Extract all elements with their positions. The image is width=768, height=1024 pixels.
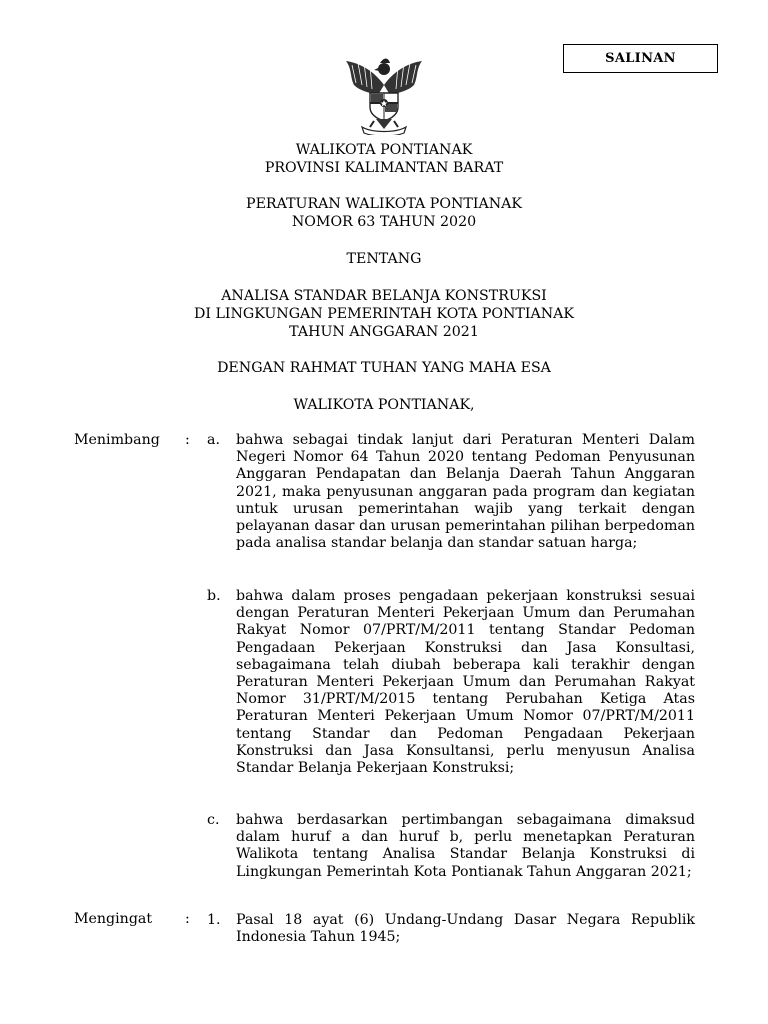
menimbang-item-a: bahwa sebagai tindak lanjut dari Peraturan Menteri Dalam Negeri Nomor 64 Tahun 2020 tentang Pedoman Penyusunan Anggaran Pendapatan dan Belanja Daerah Tahun Anggaran 2021, maka penyusunan anggaran pada program dan kegiatan untuk urusan pemerintahan wajib yang terkait dengan pelayanan dasar dan urusan pemerintahan pilihan berpedoman pada analisa standar belanja dan standar satuan harga; <box>236 432 695 552</box>
salinan-stamp <box>563 44 718 73</box>
province-title: PROVINSI KALIMANTAN BARAT <box>264 160 504 176</box>
regulation-title: PERATURAN WALIKOTA PONTIANAK <box>246 196 522 212</box>
item-marker: b. <box>207 588 221 604</box>
invocation-text: DENGAN RAHMAT TUHAN YANG MAHA ESA <box>217 360 551 376</box>
item-marker: c. <box>207 812 220 828</box>
issuer-header <box>0 141 768 177</box>
mengingat-label: Mengingat <box>74 911 153 927</box>
enactor <box>0 396 768 414</box>
subject-line: TAHUN ANGGARAN 2021 <box>289 324 479 340</box>
menimbang-item-b: bahwa dalam proses pengadaan pekerjaan konstruksi sesuai dengan Peraturan Menteri Pekerjaan Umum dan Perumahan Rakyat Nomor 07/PRT/M/2011 tentang Standar Pedoman Pengadaan Pekerjaan Konstruksi dan Jasa Konsultasi, sebagaimana telah diubah beberapa kali terakhir dengan Peraturan Menteri Pekerjaan Umum dan Perumahan Rakyat Nomor 31/PRT/M/2015 tentang Perubahan Ketiga Atas Peraturan Menteri Pekerjaan Umum Nomor 07/PRT/M/2011 tentang Standar dan Pedoman Pengadaan Pekerjaan Konstruksi dan Jasa Konsultansi, perlu menyusun Analisa Standar Belanja Pekerjaan Konstruksi; <box>236 588 695 777</box>
mengingat-item-1: Pasal 18 ayat (6) Undang-Undang Dasar Negara Republik Indonesia Tahun 1945; <box>236 912 695 946</box>
garuda-emblem-icon <box>340 55 428 135</box>
regulation-subject <box>0 287 768 341</box>
menimbang-label: Menimbang <box>74 432 160 448</box>
menimbang-colon: : <box>185 432 190 448</box>
regulation-number: NOMOR 63 TAHUN 2020 <box>291 214 477 230</box>
office-title: WALIKOTA PONTIANAK <box>295 142 473 158</box>
invocation <box>0 359 768 377</box>
subject-line: DI LINGKUNGAN PEMERINTAH KOTA PONTIANAK <box>194 306 574 322</box>
item-marker: a. <box>207 432 220 448</box>
menimbang-item-c: bahwa berdasarkan pertimbangan sebagaimana dimaksud dalam huruf a dan huruf b, perlu menetapkan Peraturan Walikota tentang Analisa Standar Belanja Konstruksi di Lingkungan Pemerintah Kota Pontianak Tahun Anggaran 2021; <box>236 812 695 880</box>
subject-line: ANALISA STANDAR BELANJA KONSTRUKSI <box>221 288 547 304</box>
item-marker: 1. <box>207 912 221 928</box>
mengingat-colon: : <box>185 911 190 927</box>
salinan-label: SALINAN <box>605 51 676 66</box>
regulation-heading <box>0 195 768 231</box>
enactor-text: WALIKOTA PONTIANAK, <box>293 397 475 413</box>
about-label: TENTANG <box>346 251 422 267</box>
regulation-about <box>0 250 768 268</box>
